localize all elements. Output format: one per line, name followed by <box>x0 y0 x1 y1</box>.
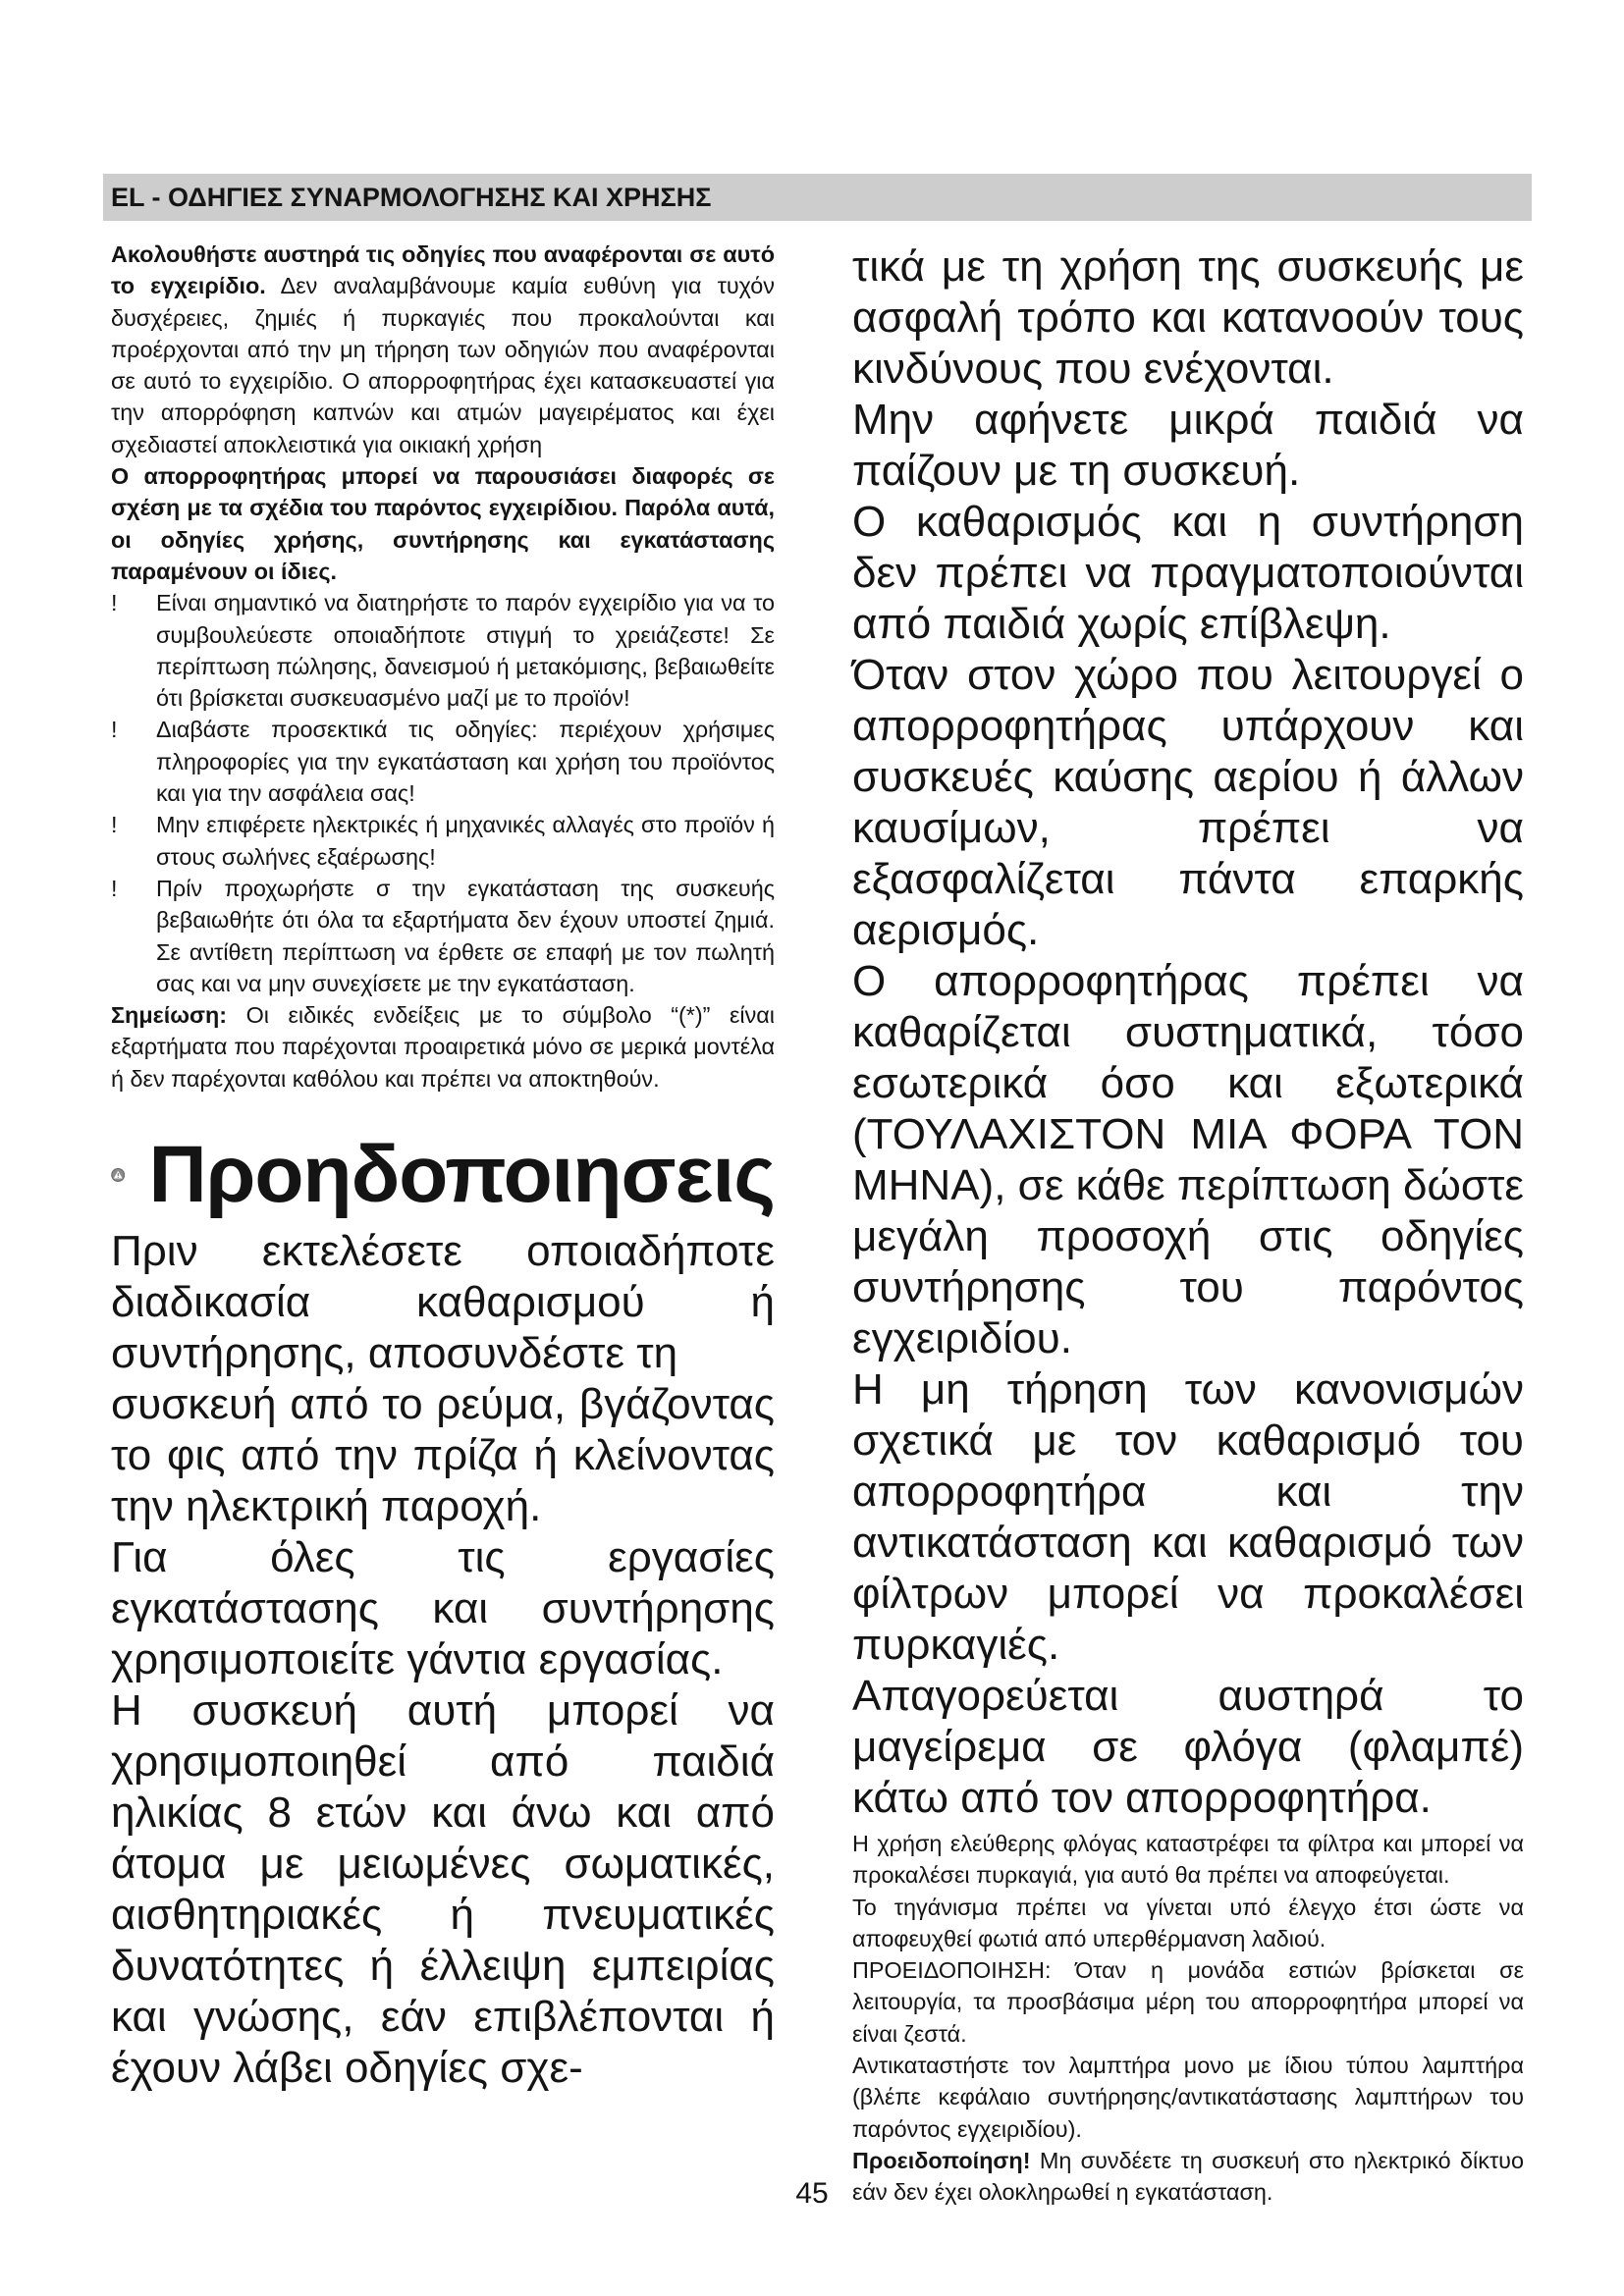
small-note: ΠΡΟΕΙΔΟΠΟΙΗΣΗ: Όταν η μονάδα εστιών βρίσκεται σε λειτουργία, τα προσβάσιμα μέρη του απορροφητήρα μπορεί να είναι ζεστά. <box>852 1957 1524 2047</box>
bullet-list <box>111 587 775 999</box>
variation-note: Ο απορροφητήρας μπορεί να παρουσιάσει διαφορές σε σχέση με τα σχέδια του παρόντος εγχειρίδιου. Παρόλα αυτά, οι οδηγίες χρήσης, συντήρησης και εγκατάστασης παραμένουν οι ίδιες. <box>111 463 775 584</box>
note-paragraph <box>111 999 775 1095</box>
small-notes <box>852 1828 1524 2209</box>
exclamation-icon: ! <box>111 717 118 743</box>
list-item <box>111 587 775 714</box>
section-header-title: EL - ΟΔΗΓΙΕΣ ΣΥΝΑΡΜΟΛΟΓΗΣΗΣ ΚΑΙ ΧΡΗΣΗΣ <box>111 182 712 212</box>
small-note: Η χρήση ελεύθερης φλόγας καταστρέφει τα φίλτρα και μπορεί να προκαλέσει πυρκαγιά, για αυτό θα πρέπει να αποφεύγεται. <box>852 1831 1524 1889</box>
warning-paragraph: Για όλες τις εργασίες εγκατάστασης και συντήρησης χρησιμοποιείτε γάντια εργασίας. <box>111 1533 775 1684</box>
intro-rest: Δεν αναλαμβάνουμε καμία ευθύνη για τυχόν δυσχέρειες, ζημιές ή πυρκαγιές που προκαλούνται και προέρχονται από την μη τήρηση των οδηγιών που αναφέρονται σε αυτό το εγχειρίδιο. Ο απορροφητήρας έχει κατασκευαστεί για την απορρόφηση καπνών και ατμών μαγειρέματος και έχει σχεδιαστεί αποκλειστικά για οικιακή χρήση <box>111 273 775 457</box>
right-column <box>852 239 1524 2209</box>
intro-bold: Ακολουθήστε αυστηρά τις οδηγίες που αναφέρονται σε αυτό το εγχειρίδιο. <box>111 241 775 299</box>
exclamation-icon: ! <box>111 875 118 901</box>
section-header <box>103 174 1532 221</box>
warning-paragraph: Μην αφήνετε μικρά παιδιά να παίζουν με τη συσκευή. <box>852 396 1524 495</box>
warnings-heading <box>111 1124 775 1226</box>
warning-paragraph: Η μη τήρηση των κανονισμών σχετικά με τον καθαρισμό του απορροφητήρα και την αντικατάσταση και καθαρισμό των φίλτρων μπορεί να προκαλέσει πυρκαγιές. <box>852 1365 1524 1669</box>
warnings-title: Προηδοποιησεις <box>148 1130 775 1220</box>
warning-paragraph: Ο απορροφητήρας πρέπει να καθαρίζεται συστηματικά, τόσο εσωτερικά όσο και εξωτερικά (ΤΟΥΛΑΧΙΣΤΟΝ ΜΙΑ ΦΟΡΑ ΤΟΝ ΜΗΝΑ), σε κάθε περίπτωση δώστε μεγάλη προσοχή στις οδηγίες συντήρησης του παρόντος εγχειριδίου. <box>852 957 1524 1362</box>
left-column <box>111 239 775 2094</box>
exclamation-icon: ! <box>111 590 118 616</box>
warning-paragraph: Απαγορεύεται αυστηρά το μαγείρεμα σε φλόγα (φλαμπέ) κάτω από τον απορροφητήρα. <box>852 1672 1524 1822</box>
list-item-text: Είναι σημαντικό να διατηρήστε το παρόν εγχειρίδιο για να το συμβουλεύεστε οποιαδήποτε στιγμή το χρειάζεστε! Σε περίπτωση πώλησης, δανεισμού ή μετακόμισης, βεβαιωθείτε ότι βρίσκεται συσκευασμένο μαζί με το προϊόν! <box>156 590 775 712</box>
warning-paragraph: Η συσκευή αυτή μπορεί να χρησιμοποιηθεί από παιδιά ηλικίας 8 ετών και άνω και από άτομα με μειωμένες σωματικές, αισθητηριακές ή πνευματικές δυνατότητες ή έλλειψη εμπειρίας και γνώσης, εάν επιβλέπονται ή έχουν λάβει οδηγίες σχε- <box>111 1686 775 2093</box>
page-number: 45 <box>795 2177 829 2210</box>
note-label: Σημείωση: <box>111 1002 228 1029</box>
warning-paragraph: τικά με τη χρήση της συσκευής με ασφαλή τρόπο και κατανοούν τους κινδύνους που ενέχονται. <box>852 242 1524 393</box>
warning-paragraph: Όταν στον χώρο που λειτουργεί ο απορροφητήρας υπάρχουν και συσκευές καύσης αερίου ή άλλων καυσίμων, πρέπει να εξασφαλίζεται πάντα επαρκής αερισμός. <box>852 651 1524 954</box>
final-warning-label: Προειδοποίηση! <box>852 2147 1031 2173</box>
small-note: Αντικαταστήστε τον λαμπτήρα μονο με ίδιου τύπου λαμπτήρα (βλέπε κεφάλαιο συντήρησης/αντικατάστασης λαμπτήρων του παρόντος εγχειριδίου). <box>852 2053 1524 2142</box>
list-item <box>111 809 775 873</box>
list-item-text: Διαβάστε προσεκτικά τις οδηγίες: περιέχουν χρήσιμες πληροφορίες για την εγκατάσταση και χρήση του προϊόντος και για την ασφάλεια σας! <box>156 717 775 807</box>
exclamation-icon: ! <box>111 812 118 838</box>
warning-paragraph: Πριν εκτελέσετε οποιαδήποτε διαδικασία καθαρισμού ή συντήρησης, αποσυνδέστε τη <box>111 1227 775 1378</box>
note-text: Οι ειδικές ενδείξεις με το σύμβολο “(*)” είναι εξαρτήματα που παρέχονται προαιρετικά μόνο σε μερικά μοντέλα ή δεν παρέχονται καθόλου και πρέπει να αποκτηθούν. <box>111 1002 775 1092</box>
warning-paragraph: συσκευή από το ρεύμα, βγάζοντας το φις από την πρίζα ή κλείνοντας την ηλεκτρική παροχή. <box>111 1380 775 1531</box>
small-note: Το τηγάνισμα πρέπει να γίνεται υπό έλεγχο έτσι ώστε να αποφευχθεί φωτιά από υπερθέρμανση λαδιού. <box>852 1894 1524 1951</box>
list-item <box>111 873 775 999</box>
warning-paragraph: Ο καθαρισμός και η συντήρηση δεν πρέπει να πραγματοποιούνται από παιδιά χωρίς επίβλεψη. <box>852 498 1524 648</box>
final-warning-text: Μη συνδέετε τη συσκευή στο ηλεκτρικό δίκτυο εάν δεν έχει ολοκληρωθεί η εγκατάσταση. <box>852 2147 1524 2206</box>
intro-paragraph <box>111 239 775 460</box>
list-item <box>111 714 775 809</box>
list-item-text: Πρίν προχωρήστε σ την εγκατάσταση της συσκευής βεβαιωθήτε ότι όλα τα εξαρτήματα δεν έχουν υποστεί ζημιά. Σε αντίθετη περίπτωση να έρθετε σε επαφή με τον πωλητή σας και να μην συνεχίσετε με την εγκατάσταση. <box>156 875 775 996</box>
warning-triangle-icon <box>111 1145 125 1205</box>
list-item-text: Μην επιφέρετε ηλεκτρικές ή μηχανικές αλλαγές στο προϊόν ή στους σωλήνες εξαέρωσης! <box>156 812 775 870</box>
